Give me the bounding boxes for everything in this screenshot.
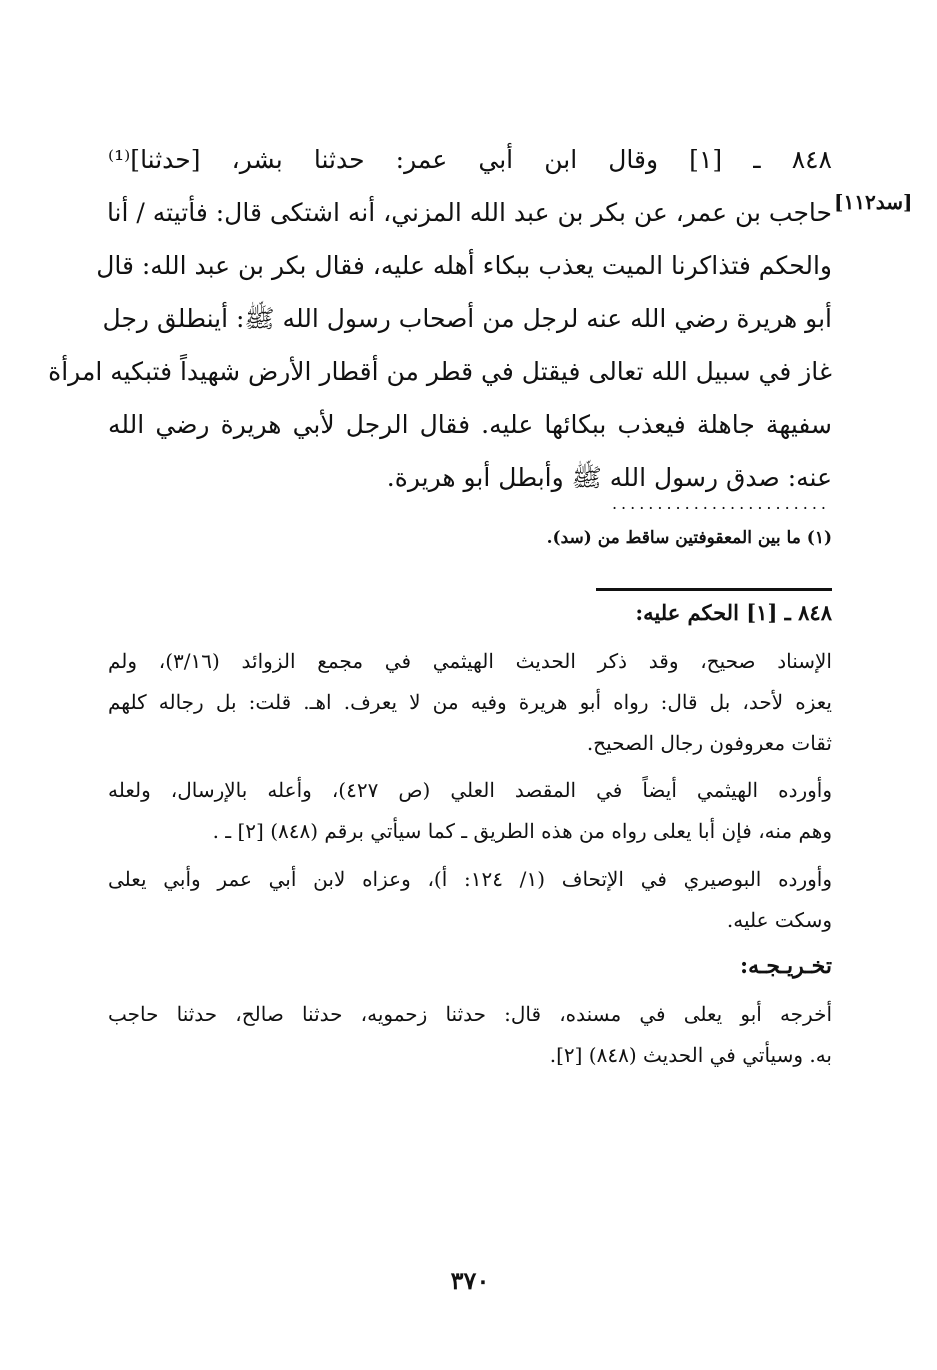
hadith-line: غاز في سبيل الله تعالى فيقتل في قطر من أقطار الأرض شهيداً فتبكيه امرأة — [48, 357, 832, 386]
hukm-paragraph-3 — [108, 859, 832, 941]
commentary-line: وأورده البوصيري في الإتحاف (١/ ١٢٤: أ)، وعزاه لابن أبي عمر وأبي يعلى — [108, 867, 832, 891]
commentary-line: وأورده الهيثمي أيضاً في المقصد العلي (ص ٤٢٧)، وأعله بالإرسال، ولعله — [108, 778, 833, 802]
commentary-line: ثقات معروفون رجال الصحيح. — [586, 731, 832, 755]
footnote-text: (١) ما بين المعقوفتين ساقط من (سد). — [546, 528, 832, 548]
hukm-paragraph-2 — [108, 770, 832, 852]
commentary-line: أخرجه أبو يعلى في مسنده، قال: حدثنا زحمويه، حدثنا صالح، حدثنا حاجب — [108, 1002, 832, 1026]
commentary-line: يعزه لأحد، بل قال: رواه أبو هريرة وفيه من لا يعرف. اهـ. قلت: بل رجاله كلهم — [108, 690, 832, 714]
commentary-line: الإسناد صحيح، وقد ذكر الحديث الهيثمي في مجمع الزوائد (٣/١٦)، ولم — [108, 649, 832, 673]
footnote-separator: ........................ — [611, 494, 830, 513]
hadith-line: أبو هريرة رضي الله عنه لرجل من أصحاب رسول الله ﷺ: أينطلق رجل — [102, 304, 832, 333]
hadith-line: سفيهة جاهلة فيعذب ببكائها عليه. فقال الرجل لأبي هريرة رضي الله — [108, 410, 832, 439]
takhrij-heading: تخـريـجـه: — [739, 953, 832, 979]
hadith-line: والحكم فتذاكرنا الميت يعذب ببكاء أهله عليه، فقال بكر بن عبد الله: قال — [96, 251, 832, 280]
hadith-text — [48, 133, 832, 504]
page-number: ٣٧٠ — [450, 1266, 490, 1295]
hadith-line: حاجب بن عمر، عن بكر بن عبد الله المزني، أنه اشتكى قال: فأتيته / أنا — [106, 198, 832, 227]
hukm-paragraph-1 — [108, 641, 832, 764]
hadith-line: عنه: صدق رسول الله ﷺ وأبطل أبو هريرة. — [386, 463, 832, 492]
margin-manuscript-note: [سد١١٢] — [834, 190, 913, 214]
section-divider — [596, 588, 832, 591]
hukm-heading: ٨٤٨ ـ [١] الحكم عليه: — [635, 600, 832, 625]
commentary-line: به. وسيأتي في الحديث (٨٤٨) [٢]. — [549, 1043, 832, 1067]
hadith-line: ٨٤٨ ـ [١] وقال ابن أبي عمر: حدثنا بشر، [حدثنا]⁽¹⁾ — [108, 145, 832, 174]
commentary-line: وسكت عليه. — [726, 908, 832, 932]
commentary-line: وهم منه، فإن أبا يعلى رواه من هذه الطريق ـ كما سيأتي برقم (٨٤٨) [٢] ـ . — [212, 819, 832, 843]
takhrij-paragraph — [108, 994, 832, 1076]
